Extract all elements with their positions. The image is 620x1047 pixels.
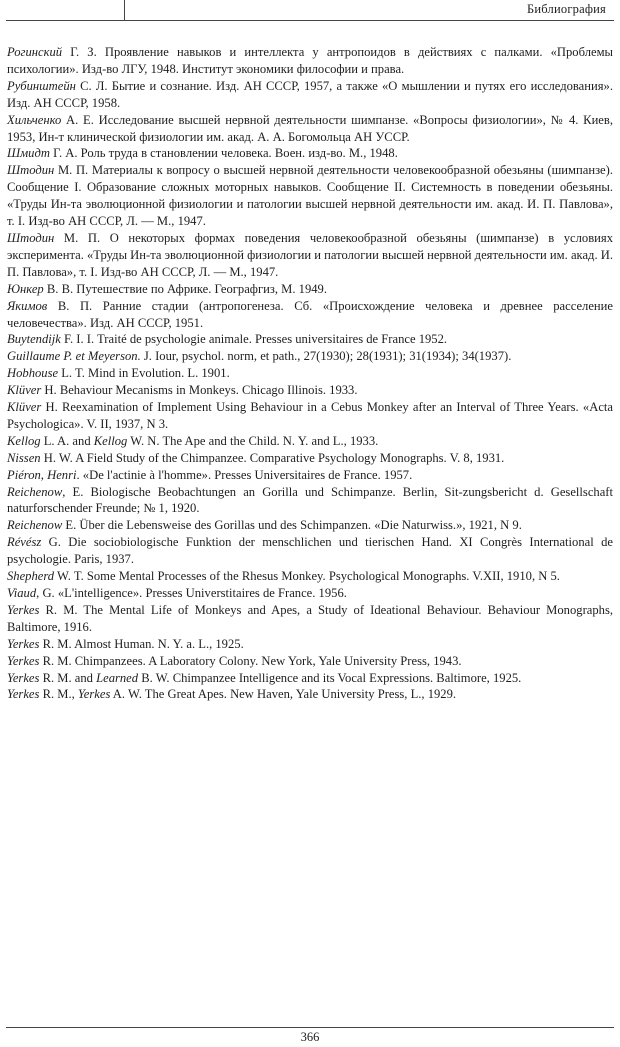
entry-author: Yerkes (7, 636, 40, 651)
entry-text: R. M. Almost Human. N. Y. a. L., 1925. (39, 636, 244, 651)
entry-text: R. M. and (39, 670, 97, 685)
entry-author: Рубинштейн (7, 78, 76, 93)
entry-text: , G. «L'intelligence». Presses Universtitaires de France. 1956. (36, 586, 347, 600)
bibliography-entry (7, 44, 613, 78)
bibliography-entry (7, 382, 613, 399)
entry-author: Рогинский (7, 45, 63, 59)
entry-text: М. П. Материалы к вопросу о высшей нервной деятельности человекообразной обезьяны (шимпанзе). Сообщение I. Образование сложных моторных навыков. Сообщение II. Системность в поведении обезьяны. «Труды Ин-та эволюционной физиологии и патологии высшей нервной деятельности им. акад. И. П. Павлова», т. I. Изд-во АН СССР, Л. — М., 1947. (7, 163, 613, 229)
entry-author: Kellog (7, 433, 41, 448)
bibliography-entry (7, 230, 613, 281)
entry-author: Хильченко (7, 112, 62, 127)
entry-text: М. П. О некоторых формах поведения человекообразной обезьяны (шимпанзе) в условиях эксперимента. «Труды Ин-та эволюционной физиологии и патологии высшей нервной деятельности им. акад. И. П. Павлова», т. I. Изд-во АН СССР, Л. — М., 1947. (7, 230, 613, 279)
entry-author: Hobhouse (7, 366, 59, 381)
entry-author: Yerkes (7, 670, 40, 685)
bibliography-entry (7, 484, 613, 518)
bibliography-entry (7, 145, 613, 162)
bibliography-entry (7, 112, 613, 146)
entry-text: W. T. Some Mental Processes of the Rhesus Monkey. Psychological Monographs. V.XII, 1910, N 5. (54, 569, 560, 584)
bibliography-entry (7, 348, 613, 365)
entry-author: Kellog (93, 433, 128, 448)
entry-text: Г. З. Проявление навыков и интеллекта у антропоидов в действиях с палками. «Проблемы психологии». Изд-во ЛГУ, 1948. Институт экономики философии и права. (7, 45, 613, 76)
bibliography-entry (7, 281, 613, 298)
entry-author: Révész (7, 535, 42, 550)
bibliography-entry (7, 78, 613, 112)
entry-author: Reichenow (7, 484, 63, 499)
bibliography-entry (7, 686, 613, 703)
entry-text: J. Iour, psychol. norm, et path., 27(1930); 28(1931); 31(1934); 34(1937). (140, 349, 512, 364)
bibliography-list (7, 44, 613, 703)
header-rule (6, 20, 614, 21)
entry-text: A. W. The Great Apes. New Haven, Yale University Press, L., 1929. (110, 687, 457, 702)
footer-rule (6, 1027, 614, 1028)
page-number: 366 (300, 1030, 320, 1044)
entry-text: H. Behaviour Mecanisms in Monkeys. Chicago Illinois. 1933. (41, 383, 358, 398)
entry-text: В. П. Ранние стадии (антропогенеза. Сб. «Происхождение человека и древнее расселение человечества». Изд. АН СССР, 1951. (7, 298, 613, 330)
entry-text: А. Е. Исследование высшей нервной деятельности шимпанзе. «Вопросы физиологии», № 4. Киев, 1953, Ин-т клинической физиологии им. акад. А. А. Богомольца АН УССР. (7, 112, 613, 144)
entry-text: L. A. and (40, 433, 94, 448)
bibliography-entry (7, 534, 613, 568)
entry-text: С. Л. Бытие и сознание. Изд. АН СССР, 1957, а также «О мышлении и путях его исследования». Изд. АН СССР, 1958. (7, 78, 613, 110)
bibliography-entry (7, 585, 613, 602)
entry-author: Reichenow (7, 518, 63, 533)
entry-text: . «De l'actinie à l'homme». Presses Universitaires de France. 1957. (76, 467, 413, 482)
entry-author: Штодин (7, 163, 55, 178)
entry-text: R. M. The Mental Life of Monkeys and Apes, a Study of Ideational Behaviour. Behaviour Monographs, Baltimore, 1916. (7, 602, 613, 634)
bibliography-entry (7, 602, 613, 636)
entry-author: Штодин (7, 230, 55, 245)
bibliography-entry (7, 467, 613, 484)
entry-author: Nissen (7, 450, 41, 465)
entry-text: Г. А. Роль труда в становлении человека. Воен. изд-во. М., 1948. (49, 146, 398, 161)
entry-text: L. T. Mind in Evolution. L. 1901. (58, 366, 230, 381)
running-header: Библиография (527, 2, 606, 16)
bibliography-entry (7, 331, 613, 348)
entry-author: Viaud (7, 586, 37, 600)
entry-author: Buytendijk (7, 332, 61, 347)
bibliography-entry (7, 365, 613, 382)
bibliography-entry (7, 399, 613, 433)
entry-text: H. W. A Field Study of the Chimpanzee. Comparative Psychology Monographs. V. 8, 1931. (40, 450, 505, 465)
entry-author: Юнкер (7, 281, 44, 296)
bibliography-entry (7, 517, 613, 534)
entry-text: G. Die sociobiologische Funktion der menschlichen und tierischen Hand. XI Congrès International de psychologie. Paris, 1937. (7, 535, 613, 567)
entry-author: Yerkes (77, 687, 111, 702)
bibliography-entry (7, 670, 613, 687)
entry-author: Klüver (7, 383, 42, 398)
bibliography-entry (7, 636, 613, 653)
entry-text: В. В. Путешествие по Африке. Географгиз, М. 1949. (43, 281, 327, 296)
entry-text: H. Reexamination of Implement Using Behaviour in a Cebus Monkey after an Interval of Three Years. «Acta Psychologica». V. II, 1937, N 3. (7, 400, 613, 431)
entry-author: Yerkes (7, 687, 40, 702)
bibliography-entry (7, 162, 613, 230)
entry-text: W. N. The Ape and the Child. N. Y. and L., 1933. (127, 433, 379, 448)
bibliography-entry (7, 298, 613, 332)
entry-text: B. W. Chimpanzee Intelligence and its Vocal Expressions. Baltimore, 1925. (138, 670, 522, 685)
entry-text: R. M. Chimpanzees. A Laboratory Colony. New York, Yale University Press, 1943. (39, 653, 462, 668)
entry-author: Yerkes (7, 653, 40, 668)
entry-author: Piéron, Henri (7, 467, 77, 482)
entry-text: R. M., (39, 687, 78, 702)
entry-author: Learned (96, 670, 139, 685)
bibliography-entry (7, 450, 613, 467)
entry-author: Шмидт (7, 146, 50, 161)
bibliography-entry (7, 653, 613, 670)
entry-author: Shepherd (7, 569, 55, 584)
entry-text: E. Über die Lebensweise des Gorillas und des Schimpanzen. «Die Naturwiss.», 1921, N 9. (62, 518, 522, 533)
bibliography-entry (7, 433, 613, 450)
entry-text: F. I. I. Traité de psychologie animale. Presses universitaires de France 1952. (60, 332, 448, 347)
entry-author: Guillaume P. et Meyerson. (7, 349, 141, 364)
entry-author: Klüver (7, 400, 42, 415)
bibliography-entry (7, 568, 613, 585)
entry-author: Yerkes (7, 602, 40, 617)
entry-text: , E. Biologische Beobachtungen an Gorilla und Schimpanze. Berlin, Sit-zungsbericht d. Gesellschaft naturforschender Freunde; № 1, 1920. (7, 484, 613, 516)
entry-author: Якимов (7, 298, 48, 313)
